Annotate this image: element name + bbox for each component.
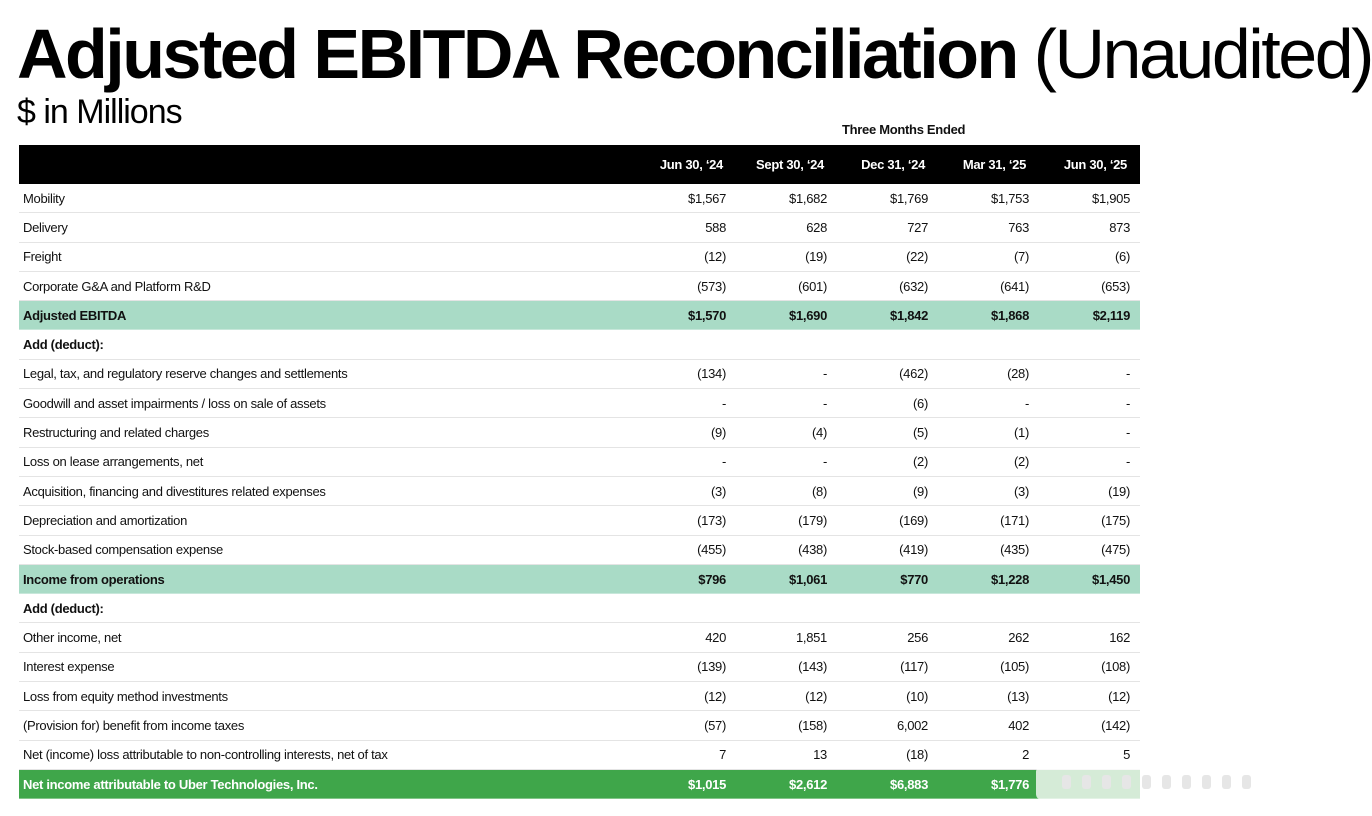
cell-value: 162 bbox=[1109, 630, 1130, 646]
cell-value: 256 bbox=[907, 630, 928, 646]
cell-value: $1,567 bbox=[688, 190, 726, 206]
cell-value: 7 bbox=[719, 747, 726, 763]
cell-value: $1,842 bbox=[890, 308, 928, 324]
row-label: Restructuring and related charges bbox=[23, 425, 209, 441]
row-label: Loss from equity method investments bbox=[23, 688, 228, 704]
cell-value: (19) bbox=[1108, 483, 1130, 499]
cell-value: $1,015 bbox=[688, 777, 726, 793]
toolbar-glyph-icon bbox=[1162, 775, 1171, 789]
cell-value: (455) bbox=[697, 542, 726, 558]
cell-value: (28) bbox=[1007, 366, 1029, 382]
table-row bbox=[19, 272, 1140, 301]
cell-value: (105) bbox=[1000, 659, 1029, 675]
cell-value: - bbox=[1125, 454, 1130, 470]
cell-value: (2) bbox=[913, 454, 928, 470]
cell-value: $1,682 bbox=[789, 190, 827, 206]
row-label: Freight bbox=[23, 249, 62, 265]
cell-value: (3) bbox=[1014, 483, 1029, 499]
column-header: Jun 30, ‘24 bbox=[659, 157, 723, 172]
row-label: Add (deduct): bbox=[23, 337, 104, 353]
cell-value: 13 bbox=[813, 747, 827, 763]
cell-value: (173) bbox=[697, 512, 726, 528]
cell-value: (573) bbox=[697, 278, 726, 294]
cell-value: 6,002 bbox=[896, 717, 928, 733]
cell-value: - bbox=[822, 366, 827, 382]
cell-value: $1,905 bbox=[1092, 190, 1130, 206]
cell-value: (139) bbox=[697, 659, 726, 675]
cell-value: 588 bbox=[705, 219, 726, 235]
toolbar-glyph-icon bbox=[1222, 775, 1231, 789]
cell-value: $1,228 bbox=[991, 572, 1029, 587]
row-label: Net (income) loss attributable to non-controlling interests, net of tax bbox=[23, 747, 388, 763]
cell-value: - bbox=[1125, 366, 1130, 382]
row-label: Income from operations bbox=[23, 572, 165, 587]
cell-value: (179) bbox=[798, 512, 827, 528]
section-header-row bbox=[19, 594, 1140, 623]
units-subtitle: $ in Millions bbox=[17, 93, 182, 131]
row-label: Acquisition, financing and divestitures related expenses bbox=[23, 483, 326, 499]
cell-value: (10) bbox=[906, 688, 928, 704]
cell-value: - bbox=[1125, 425, 1130, 441]
cell-value: (641) bbox=[1000, 278, 1029, 294]
cell-value: (3) bbox=[711, 483, 726, 499]
toolbar-glyph-icon bbox=[1242, 775, 1251, 789]
table-row bbox=[19, 711, 1140, 740]
column-header: Mar 31, ‘25 bbox=[962, 157, 1026, 172]
cell-value: (9) bbox=[913, 483, 928, 499]
cell-value: (653) bbox=[1101, 278, 1130, 294]
row-label: Corporate G&A and Platform R&D bbox=[23, 278, 211, 294]
title-paren: (Unaudited) bbox=[1033, 15, 1372, 93]
cell-value: - bbox=[822, 395, 827, 411]
cell-value: (12) bbox=[1108, 688, 1130, 704]
row-label: Depreciation and amortization bbox=[23, 512, 188, 528]
table-row bbox=[19, 477, 1140, 506]
row-label: Goodwill and asset impairments / loss on sale of assets bbox=[23, 395, 326, 411]
cell-value: - bbox=[1125, 395, 1130, 411]
cell-value: 262 bbox=[1008, 630, 1029, 646]
toolbar-glyph-icon bbox=[1122, 775, 1131, 789]
cell-value: - bbox=[1024, 395, 1029, 411]
cell-value: (462) bbox=[899, 366, 928, 382]
cell-value: (18) bbox=[906, 747, 928, 763]
cell-value: 402 bbox=[1008, 717, 1029, 733]
cell-value: $770 bbox=[900, 572, 928, 587]
cell-value: 873 bbox=[1109, 219, 1130, 235]
cell-value: $1,868 bbox=[991, 308, 1029, 324]
cell-value: - bbox=[721, 454, 726, 470]
row-label: Other income, net bbox=[23, 630, 122, 646]
cell-value: $796 bbox=[698, 572, 726, 587]
subtotal-row-adjusted-ebitda bbox=[19, 301, 1140, 330]
reconciliation-table bbox=[19, 145, 1140, 799]
cell-value: (134) bbox=[697, 366, 726, 382]
cell-value: $6,883 bbox=[890, 777, 928, 793]
cell-value: (1) bbox=[1014, 425, 1029, 441]
table-row bbox=[19, 243, 1140, 272]
toolbar-glyph-icon bbox=[1202, 775, 1211, 789]
cell-value: $2,119 bbox=[1092, 308, 1130, 324]
toolbar-glyph-icon bbox=[1142, 775, 1151, 789]
cell-value: (12) bbox=[805, 688, 827, 704]
cell-value: - bbox=[822, 454, 827, 470]
cell-value: 628 bbox=[806, 219, 827, 235]
toolbar-glyph-icon bbox=[1102, 775, 1111, 789]
cell-value: (438) bbox=[798, 542, 827, 558]
cell-value: 5 bbox=[1123, 747, 1130, 763]
cell-value: (143) bbox=[798, 659, 827, 675]
row-label: Adjusted EBITDA bbox=[23, 308, 127, 324]
cell-value: $1,769 bbox=[890, 190, 928, 206]
cell-value: 2 bbox=[1022, 747, 1029, 763]
table-row bbox=[19, 389, 1140, 418]
table-row bbox=[19, 741, 1140, 770]
cell-value: (4) bbox=[812, 425, 827, 441]
cell-value: (12) bbox=[704, 688, 726, 704]
floating-toolbar-overlay[interactable] bbox=[1036, 766, 1270, 800]
cell-value: 420 bbox=[705, 630, 726, 646]
cell-value: $1,570 bbox=[688, 308, 726, 324]
cell-value: (435) bbox=[1000, 542, 1029, 558]
cell-value: (8) bbox=[812, 483, 827, 499]
cell-value: $2,612 bbox=[789, 777, 827, 793]
cell-value: $1,450 bbox=[1092, 572, 1130, 587]
cell-value: (9) bbox=[711, 425, 726, 441]
table-row bbox=[19, 213, 1140, 242]
cell-value: (6) bbox=[1115, 249, 1130, 265]
cell-value: (475) bbox=[1101, 542, 1130, 558]
title-main: Adjusted EBITDA Reconciliation bbox=[17, 15, 1017, 93]
cell-value: (2) bbox=[1014, 454, 1029, 470]
row-label: Mobility bbox=[23, 190, 65, 206]
table-row bbox=[19, 623, 1140, 652]
cell-value: (419) bbox=[899, 542, 928, 558]
row-label: Delivery bbox=[23, 219, 68, 235]
row-label: Legal, tax, and regulatory reserve changes and settlements bbox=[23, 366, 348, 382]
cell-value: $1,061 bbox=[789, 572, 827, 587]
subtotal-row-income-from-operations bbox=[19, 565, 1140, 594]
row-label: Add (deduct): bbox=[23, 600, 104, 616]
table-row bbox=[19, 653, 1140, 682]
cell-value: $1,776 bbox=[991, 777, 1029, 793]
row-label: Stock-based compensation expense bbox=[23, 542, 223, 558]
cell-value: (5) bbox=[913, 425, 928, 441]
cell-value: (169) bbox=[899, 512, 928, 528]
cell-value: (171) bbox=[1000, 512, 1029, 528]
section-header-row bbox=[19, 330, 1140, 359]
cell-value: (601) bbox=[798, 278, 827, 294]
cell-value: (632) bbox=[899, 278, 928, 294]
cell-value: (22) bbox=[906, 249, 928, 265]
cell-value: (7) bbox=[1014, 249, 1029, 265]
cell-value: (12) bbox=[704, 249, 726, 265]
table-header-row bbox=[19, 145, 1140, 184]
column-header: Dec 31, ‘24 bbox=[861, 157, 925, 172]
cell-value: (6) bbox=[913, 395, 928, 411]
row-label: Loss on lease arrangements, net bbox=[23, 454, 204, 470]
cell-value: (158) bbox=[798, 717, 827, 733]
cell-value: (175) bbox=[1101, 512, 1130, 528]
table-row bbox=[19, 184, 1140, 213]
column-header: Jun 30, ‘25 bbox=[1063, 157, 1127, 172]
cell-value: (57) bbox=[704, 717, 726, 733]
row-label: (Provision for) benefit from income taxes bbox=[23, 717, 245, 733]
table-row bbox=[19, 506, 1140, 535]
table-row bbox=[19, 682, 1140, 711]
toolbar-glyph-icon bbox=[1182, 775, 1191, 789]
cell-value: (13) bbox=[1007, 688, 1029, 704]
column-header: Sept 30, ‘24 bbox=[756, 157, 824, 172]
cell-value: (108) bbox=[1101, 659, 1130, 675]
toolbar-glyph-icon bbox=[1082, 775, 1091, 789]
page-title bbox=[17, 14, 1372, 94]
cell-value: 1,851 bbox=[795, 630, 827, 646]
toolbar-glyph-icon bbox=[1062, 775, 1071, 789]
total-row-net-income bbox=[19, 770, 1140, 799]
cell-value: 727 bbox=[907, 219, 928, 235]
cell-value: - bbox=[721, 395, 726, 411]
table-row bbox=[19, 418, 1140, 447]
row-label: Interest expense bbox=[23, 659, 115, 675]
period-label: Three Months Ended bbox=[842, 122, 966, 137]
cell-value: (142) bbox=[1101, 717, 1130, 733]
cell-value: (19) bbox=[805, 249, 827, 265]
cell-value: (117) bbox=[900, 659, 928, 675]
table-row bbox=[19, 360, 1140, 389]
cell-value: $1,690 bbox=[789, 308, 827, 324]
table-row bbox=[19, 536, 1140, 565]
table-row bbox=[19, 448, 1140, 477]
cell-value: 763 bbox=[1008, 219, 1029, 235]
cell-value: $1,753 bbox=[991, 190, 1029, 206]
row-label: Net income attributable to Uber Technologies, Inc. bbox=[23, 777, 318, 793]
